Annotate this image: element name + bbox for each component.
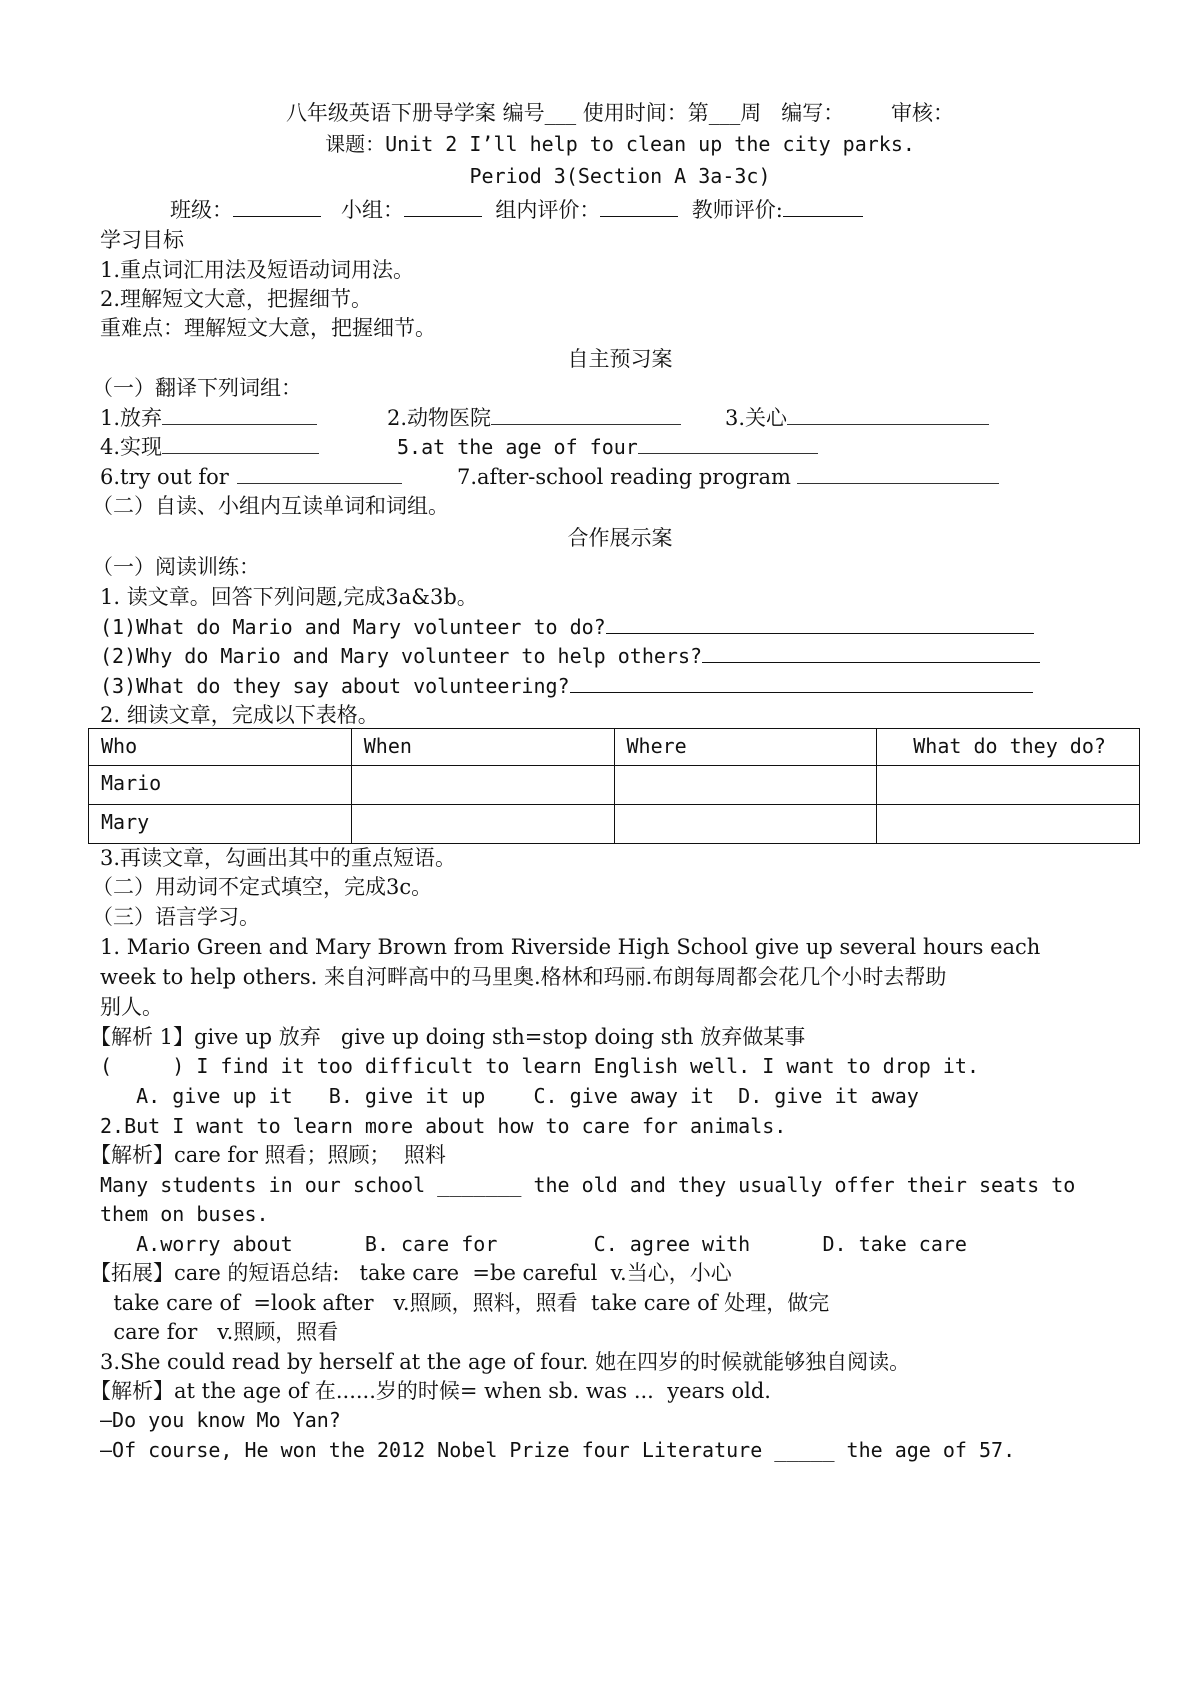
dialogue-line-1: —Do you know Mo Yan? [100, 1408, 341, 1432]
extension-line-3: care for v.照顾，照看 [100, 1320, 339, 1344]
answer-line[interactable] [606, 613, 1034, 634]
question-2-line2: them on buses. [100, 1202, 269, 1226]
question-2-line1: Many students in our school _______ the old and they usually offer their seats to [100, 1173, 1076, 1197]
table-header-cell: When [351, 729, 614, 766]
sentence-1-line3: 别人。 [100, 995, 163, 1019]
reading-task-3: 3.再读文章，勾画出其中的重点短语。 [100, 846, 457, 870]
cooperation-heading: 合作展示案 [567, 526, 673, 550]
phrase-blank[interactable] [797, 463, 999, 484]
phrase-item: 3.关心 [725, 406, 788, 430]
table-cell[interactable] [877, 805, 1140, 844]
teacher-eval-blank[interactable] [783, 196, 863, 217]
phrase-item: 1.放弃 [100, 406, 163, 430]
table-header-cell: What do they do? [877, 729, 1140, 766]
table-header-cell: Who [89, 729, 352, 766]
question-1-options: A. give up it B. give it up C. give away it D. give it away [100, 1084, 919, 1108]
header-title-line: 八年级英语下册导学案 编号___ 使用时间：第___周 编写： 审核： [285, 101, 955, 125]
goal-item: 2.理解短文大意，把握细节。 [100, 287, 373, 311]
phrase-row-3 [100, 462, 402, 492]
goals-heading: 学习目标 [100, 228, 184, 252]
table-cell[interactable] [614, 805, 877, 844]
table-cell: Mario [89, 766, 352, 805]
class-label: 班级： [170, 198, 233, 222]
analysis-1: 【解析 1】give up 放弃 give up doing sth=stop doing sth 放弃做某事 [90, 1025, 806, 1049]
goal-difficulty: 重难点：理解短文大意，把握细节。 [100, 316, 436, 340]
table-row [89, 805, 1140, 844]
phrase-row-1 [100, 403, 317, 433]
phrase-item: 6.try out for [100, 465, 229, 489]
analysis-2: 【解析】care for 照看；照顾； 照料 [90, 1143, 446, 1167]
phrase-row-1b [387, 403, 681, 433]
question-2-options: A.worry about B. care for C. agree with D. take care [100, 1232, 967, 1256]
phrase-blank[interactable] [491, 404, 681, 425]
phrase-row-2b [397, 432, 818, 462]
table-cell: Mary [89, 805, 352, 844]
reading-table [88, 728, 1140, 844]
group-eval-label: 组内评价： [495, 198, 601, 222]
preview-heading: 自主预习案 [567, 347, 673, 371]
phrase-blank[interactable] [162, 433, 319, 454]
group-eval-blank[interactable] [600, 196, 678, 217]
class-blank[interactable] [233, 196, 321, 217]
analysis-3: 【解析】at the age of 在......岁的时候= when sb. was ... years old. [90, 1379, 771, 1403]
preview-part1: （一）翻译下列词组： [92, 376, 302, 400]
phrase-item: 5.at the age of four [397, 435, 638, 459]
sentence-1-line1: 1. Mario Green and Mary Brown from Riverside High School give up several hours each [100, 935, 1041, 959]
teacher-eval-label: 教师评价: [691, 198, 783, 222]
table-cell[interactable] [614, 766, 877, 805]
phrase-blank[interactable] [638, 433, 818, 454]
dialogue-line-2: —Of course, He won the 2012 Nobel Prize four Literature _____ the age of 57. [100, 1438, 1016, 1462]
phrase-blank[interactable] [162, 404, 317, 425]
reading-task-2: 2. 细读文章，完成以下表格。 [100, 703, 379, 727]
question-1: ( ) I find it too difficult to learn English well. I want to drop it. [100, 1054, 979, 1078]
table-header-cell: Where [614, 729, 877, 766]
sentence-1-line2: week to help others. 来自河畔高中的马里奥.格林和玛丽.布朗每周都会花几个小时去帮助 [100, 965, 947, 989]
cooperation-part3: （三）语言学习。 [92, 905, 260, 929]
table-header-row [89, 729, 1140, 766]
lesson-topic: 课题：Unit 2 I’ll help to clean up the city parks. [325, 132, 915, 156]
goal-item: 1.重点词汇用法及短语动词用法。 [100, 258, 415, 282]
answer-line[interactable] [570, 672, 1033, 693]
phrase-blank[interactable] [237, 463, 402, 484]
table-cell[interactable] [351, 766, 614, 805]
cooperation-part2: （二）用动词不定式填空，完成3c。 [92, 875, 433, 899]
group-label: 小组： [341, 198, 405, 222]
question-row [100, 612, 1034, 642]
sentence-3: 3.She could read by herself at the age of four. 她在四岁的时候就能够独自阅读。 [100, 1350, 911, 1374]
phrase-row-3b [457, 462, 999, 492]
table-cell[interactable] [877, 766, 1140, 805]
evaluation-row [170, 195, 863, 225]
answer-line[interactable] [702, 642, 1040, 663]
phrase-row-1c [725, 403, 989, 433]
question-text: (1)What do Mario and Mary volunteer to do? [100, 615, 606, 639]
question-text: (3)What do they say about volunteering? [100, 674, 570, 698]
cooperation-part1: （一）阅读训练： [92, 555, 260, 579]
reading-task-1: 1. 读文章。回答下列问题,完成3a&3b。 [100, 585, 478, 609]
phrase-row-2 [100, 432, 319, 462]
group-blank[interactable] [404, 196, 482, 217]
sentence-2: 2.But I want to learn more about how to care for animals. [100, 1114, 787, 1138]
question-row [100, 671, 1033, 701]
question-row [100, 641, 1040, 671]
phrase-blank[interactable] [787, 404, 989, 425]
phrase-item: 2.动物医院 [387, 406, 492, 430]
table-cell[interactable] [351, 805, 614, 844]
preview-part2: （二）自读、小组内互读单词和词组。 [92, 494, 449, 518]
phrase-item: 4.实现 [100, 435, 163, 459]
extension-line-2: take care of =look after v.照顾，照料，照看 take care of 处理，做完 [100, 1291, 830, 1315]
lesson-period: Period 3(Section A 3a-3c) [469, 164, 771, 188]
table-row [89, 766, 1140, 805]
phrase-item: 7.after-school reading program [457, 465, 791, 489]
extension-title: 【拓展】care 的短语总结: take care =be careful v.当心，小心 [90, 1261, 732, 1285]
question-text: (2)Why do Mario and Mary volunteer to help others? [100, 644, 703, 668]
